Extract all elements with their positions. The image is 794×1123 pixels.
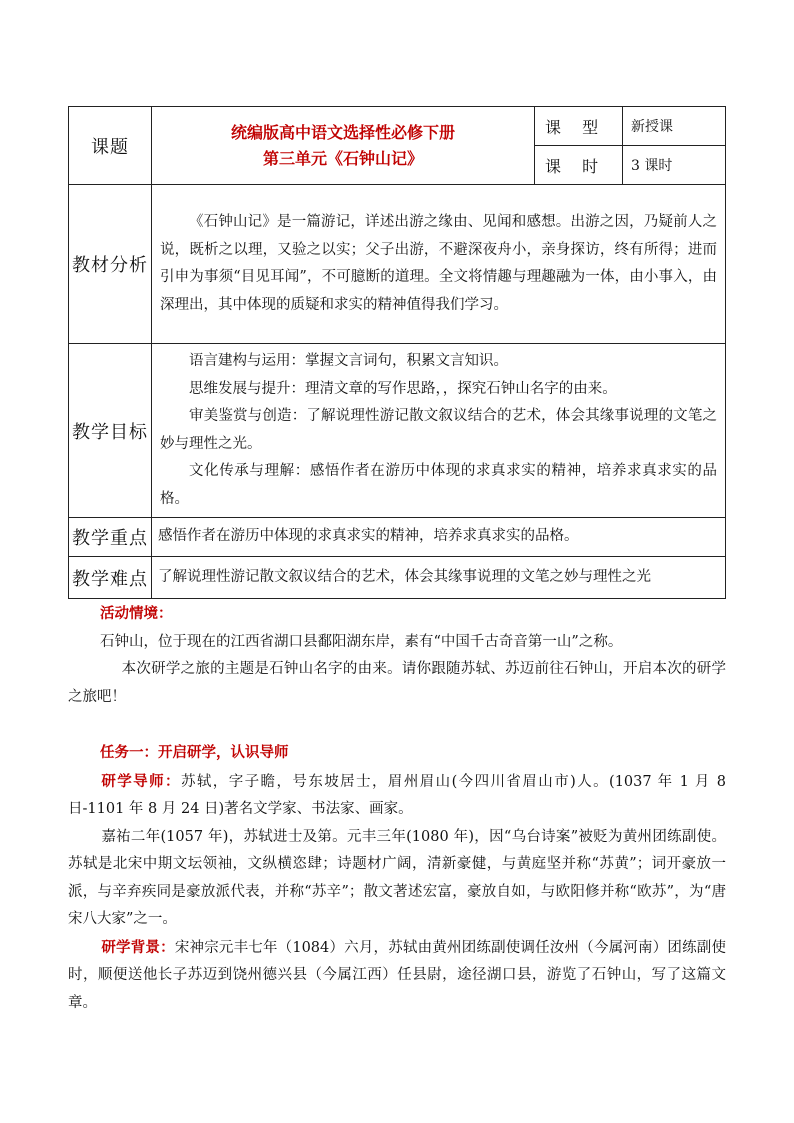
scenario-heading [100,600,726,629]
scenario-paragraph-1: 石钟山，位于现在的江西省湖口县鄱阳湖东岸，素有“中国千古奇音第一山”之称。 [100,633,623,650]
lesson-hours-value: 3 课时 [623,146,726,185]
goal-item: 文化传承与理解：感悟作者在游历中体现的求真求实的精神，培养求真求实的品格。 [160,463,717,507]
lesson-type-value: 新授课 [623,107,726,146]
task1-heading-label: 任务一：开启研学，认识导师 [100,744,289,761]
goals-label: 教学目标 [72,421,148,443]
background-paragraph [68,934,726,1018]
mentor-text: 苏轼，字子瞻，号东坡居士，眉州眉山(今四川省眉山市)人。(1037 年 1 月 8 日-1101 年 8 月 24 日)著名文学家、书法家、画家。 [68,773,726,817]
key-points-label: 教学重点 [72,528,148,549]
analysis-label-cell [69,185,152,344]
lesson-hours-label: 课 时 [535,146,623,185]
background-text: 宋神宗元丰七年（1084）六月，苏轼由黄州团练副使调任汝州（今属河南）团练副使时，顺便送他长子苏迈到饶州德兴县（今属江西）任县尉，途径湖口县，游览了石钟山，写了这篇文章。 [68,939,726,1011]
goals-label-cell [69,344,152,518]
key-points-label-cell [69,518,152,557]
goal-item: 思维发展与提升：理清文章的写作思路，，探究石钟山名字的由来。 [189,380,617,397]
scenario-paragraph-2: 本次研学之旅的主题是石钟山名字的由来。请你跟随苏轼、苏迈前往石钟山，开启本次的研学之旅吧！ [68,661,726,705]
analysis-text: 《石钟山记》是一篇游记，详述出游之缘由、见闻和感想。出游之因，乃疑前人之说，既析之以理，又验之以实；父子出游，不避深夜舟小，亲身探访，终有所得；进而引申为事须“目见耳闻”，不可臆断的道理。全文将情趣与理趣融为一体，由小事入，由深理出，其中体现的质疑和求实的精神值得我们学习。 [160,214,717,313]
mentor-heading: 研学导师： [101,772,181,790]
lesson-title-cell [152,107,535,185]
difficulties-text: 了解说理性游记散文叙议结合的艺术，体会其缘事说理的文笔之妙与理性之光 [152,557,726,599]
lesson-title-line2: 第三单元《石钟山记》 [262,148,423,168]
mentor-paragraph [68,768,726,824]
analysis-label: 教材分析 [72,255,148,276]
goal-item: 审美鉴赏与创造：了解说理性游记散文叙议结合的艺术，体会其缘事说理的文笔之妙与理性之光。 [160,408,717,452]
lesson-plan-table [68,106,726,599]
scenario-heading-label: 活动情境： [100,605,173,622]
lesson-type-label: 课 型 [535,107,623,146]
task1-heading [100,739,726,768]
goals-content [152,344,726,518]
background-heading: 研学背景： [101,938,175,956]
mentor-paragraph-2: 嘉祐二年(1057 年)，苏轼进士及第。元丰三年(1080 年)，因“乌台诗案”被贬为黄州团练副使。苏轼是北宋中期文坛领袖，文纵横恣肆；诗题材广阔，清新豪健，与黄庭坚并称“苏黄”；词开豪放一派，与辛弃疾同是豪放派代表，并称“苏辛”；散文著述宏富，豪放自如，与欧阳修并称“欧苏”，为“唐宋八大家”之一。 [68,828,726,927]
lesson-title-line1: 统编版高中语文选择性必修下册 [230,122,455,142]
topic-label-cell [69,107,152,185]
difficulties-label: 教学难点 [72,568,148,590]
difficulties-label-cell [69,557,152,599]
analysis-content [152,185,726,344]
topic-label: 课题 [91,136,129,158]
key-points-text: 感悟作者在游历中体现的求真求实的精神，培养求真求实的品格。 [152,518,726,557]
goal-item: 语言建构与运用：掌握文言词句，积累文言知识。 [189,353,508,369]
lesson-body [68,600,726,1017]
